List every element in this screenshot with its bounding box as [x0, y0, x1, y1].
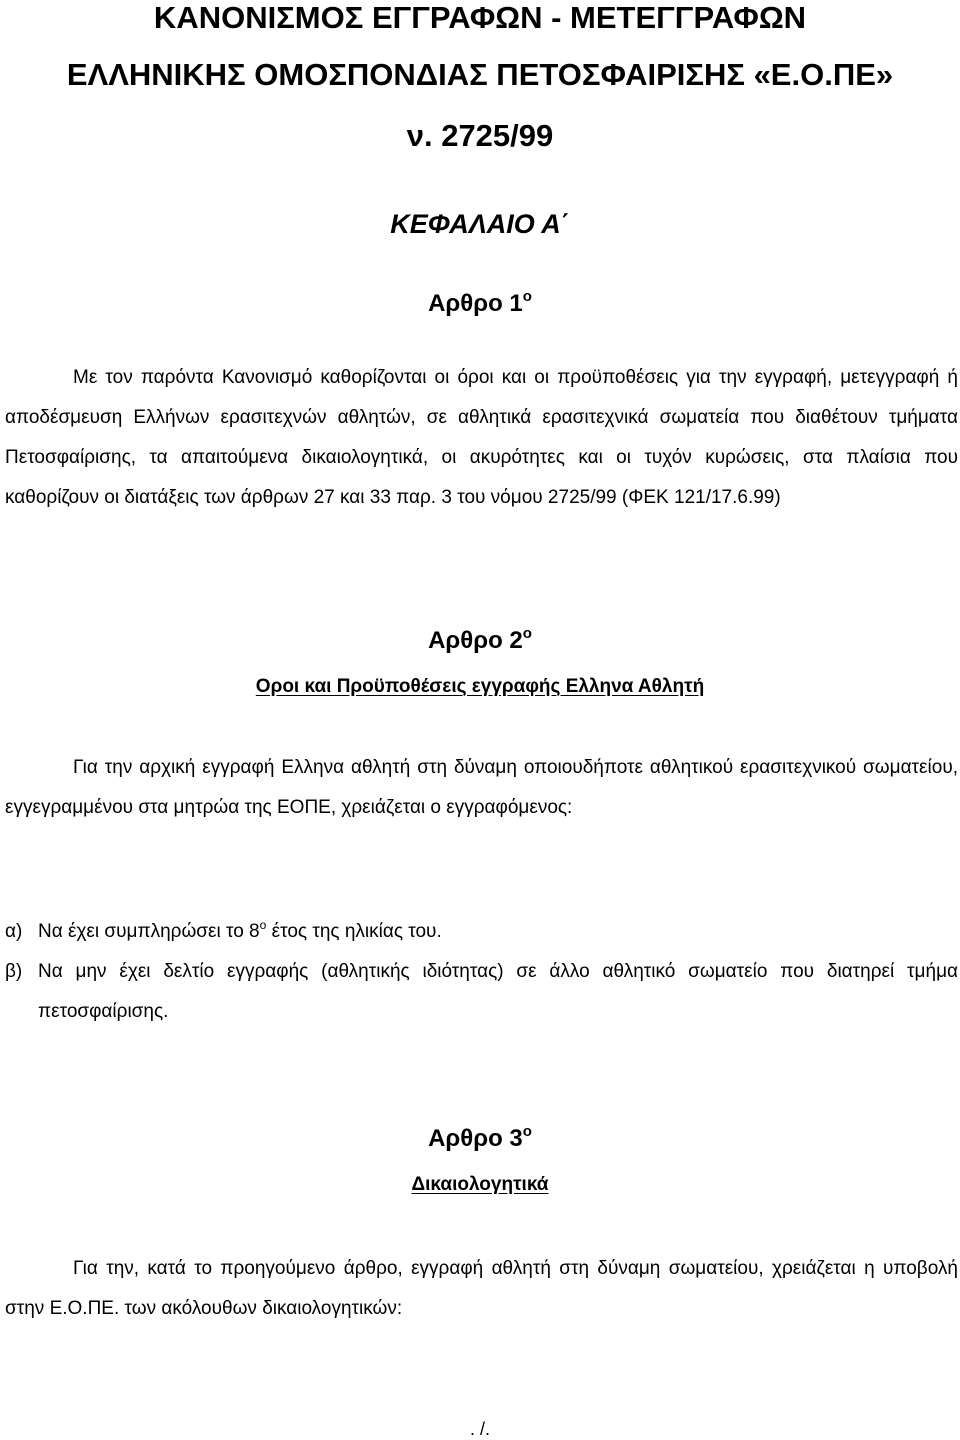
article-3-paragraph: Για την, κατά το προηγούμενο άρθρο, εγγραφή αθλητή στη δύναμη σωματείου, χρειάζεται η υποβολή στην Ε.Ο.ΠΕ. των ακόλουθων δικαιολογητικών:: [5, 1258, 958, 1319]
article-3-body: [5, 1249, 958, 1329]
list-item-label: β): [5, 961, 23, 982]
document-title-line-2: ΕΛΛΗΝΙΚΗΣ ΟΜΟΣΠΟΝΔΙΑΣ ΠΕΤΟΣΦΑΙΡΙΣΗΣ «Ε.Ο.ΠΕ»: [66, 57, 894, 92]
article-2-ordinal: ο: [522, 625, 532, 642]
article-2-label: Αρθρο 2: [428, 627, 523, 654]
article-2-body: [5, 748, 958, 828]
document-title-law-number: ν. 2725/99: [406, 118, 554, 153]
page-continuation-marker: . /.: [469, 1419, 490, 1439]
article-3-subtitle: Δικαιολογητικά: [411, 1174, 549, 1195]
list-item-text: Να μην έχει δελτίο εγγραφής (αθλητικής ιδιότητας) σε άλλο αθλητικό σωματείο που διατηρεί τμήμα πετοσφαίρισης.: [38, 961, 958, 1022]
article-1-body: [5, 358, 958, 518]
article-2-paragraph: Για την αρχική εγγραφή Ελληνα αθλητή στη δύναμη οποιουδήποτε αθλητικού ερασιτεχνικού σωματείου, εγγεγραμμένου στα μητρώα της ΕΟΠΕ, χρειάζεται ο εγγραφόμενος:: [5, 757, 958, 818]
document-title-line-1: ΚΑΝΟΝΙΣΜΟΣ ΕΓΓΡΑΦΩΝ - ΜΕΤΕΓΓΡΑΦΩΝ: [153, 0, 807, 35]
list-item: [5, 912, 958, 952]
article-1-paragraph: Με τον παρόντα Κανονισμό καθορίζονται οι όροι και οι προϋποθέσεις για την εγγραφή, μετεγγραφή ή αποδέσμευση Ελλήνων ερασιτεχνών αθλητών, σε αθλητικά ερασιτεχνικά σωματεία που διαθέτουν τμήματα Πετοσφαίρισης, τα απαιτούμενα δικαιολογητικά, οι ακυρότητες και οι τυχόν κυρώσεις, στα πλαίσια που καθορίζουν οι διατάξεις των άρθρων 27 και 33 παρ. 3 του νόμου 2725/99 (ΦΕΚ 121/17.6.99): [5, 367, 958, 508]
list-item-text: [38, 912, 958, 952]
list-item: [5, 952, 958, 1032]
list-item-text-start: Να έχει συμπληρώσει το 8: [38, 921, 260, 942]
article-2-requirements-list: [5, 912, 958, 1032]
chapter-heading: ΚΕΦΑΛΑΙΟ Α΄: [390, 209, 570, 239]
article-3-ordinal: ο: [522, 1123, 532, 1140]
article-1-ordinal: ο: [522, 288, 532, 305]
article-1-label: Αρθρο 1: [428, 290, 523, 317]
article-3-heading: [0, 1124, 960, 1154]
article-1-heading: [0, 289, 960, 319]
article-2-heading: [0, 626, 960, 656]
list-item-ordinal: ο: [259, 918, 267, 932]
list-item-label: α): [5, 921, 23, 942]
list-item-text-end: έτος της ηλικίας του.: [266, 921, 442, 942]
article-2-subtitle: Οροι και Προϋποθέσεις εγγραφής Ελληνα Αθλητή: [255, 676, 705, 697]
article-3-label: Αρθρο 3: [428, 1125, 523, 1152]
